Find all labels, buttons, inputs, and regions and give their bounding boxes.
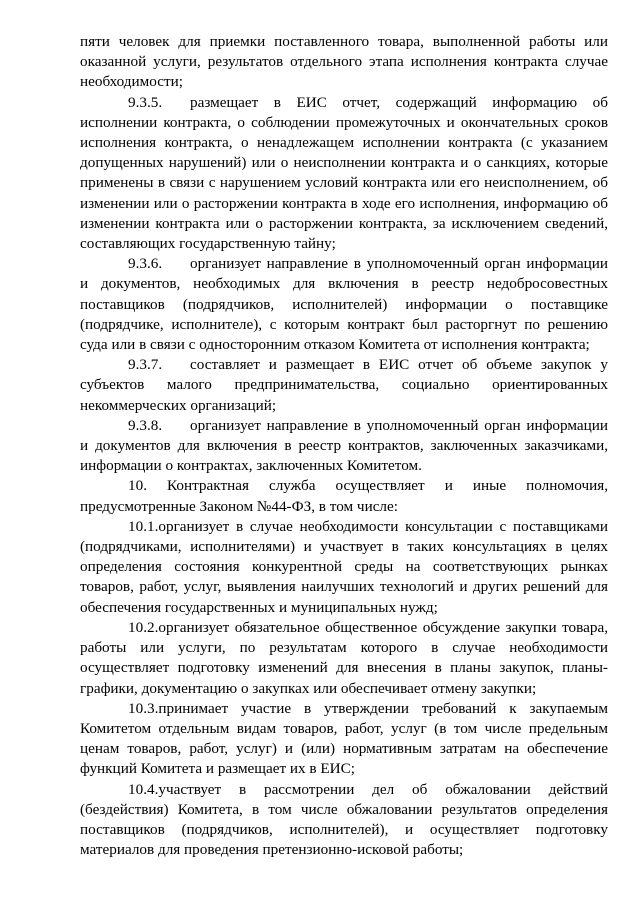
paragraph-text: 10.1.организует в случае необходимости консультации с поставщиками (подрядчиками, исполнителями) и участвует в таких консультациях в целях определения состояния конкурентной среды на соответствующих рынках товаров, работ, услуг, выявления наилучших технологий и других решений для обеспечения государственных и муниципальных нужд; (80, 517, 608, 616)
paragraph-text: организует направление в уполномоченный орган информации и документов для включения в реестр контрактов, заключенных заказчиками, информации о контрактах, заключенных Комитетом. (80, 416, 608, 475)
paragraph-9-3-5 (80, 93, 608, 255)
paragraph-text: пяти человек для приемки поставленного товара, выполненной работы или оказанной услуги, результатов отдельного этапа исполнения контракта случае необходимости; (80, 33, 608, 91)
paragraph-text: составляет и размещает в ЕИС отчет об объеме закупок у субъектов малого предпринимательства, социально ориентированных некоммерческих организаций; (80, 356, 608, 414)
paragraph-text: 10.3.принимает участие в утверждении требований к закупаемым Комитетом отдельным видам товаров, работ, услуг (в том числе предельным ценам товаров, работ, услуг) и (или) нормативным затратам на обеспечение функций Комитета и размещает их в ЕИС; (80, 699, 608, 778)
paragraph-10-3 (80, 699, 608, 780)
paragraph-number: 9.3.8. (128, 416, 163, 434)
paragraph-number: 9.3.7. (128, 356, 163, 374)
paragraph-text: 10.2.организует обязательное общественное обсуждение закупки товара, работы или услуги, по результатам которого в случае необходимости осуществляет подготовку изменений для внесения в планы закупок, планы-графики, документацию о закупках или обеспечивает отмену закупки; (80, 618, 608, 697)
paragraph-continuation (80, 32, 608, 93)
paragraph-9-3-6 (80, 254, 608, 355)
paragraph-10-4 (80, 780, 608, 861)
paragraph-number: 9.3.6. (128, 255, 163, 273)
paragraph-10 (80, 476, 608, 516)
paragraph-text: 10.4.участвует в рассмотрении дел об обжаловании действий (бездействия) Комитета, в том числе обжаловании результатов определения поставщиков (подрядчиков, исполнителей), и осуществляет подготовку материалов для проведения претензионно-исковой работы; (80, 780, 608, 859)
paragraph-9-3-8 (80, 416, 608, 477)
paragraph-9-3-7 (80, 355, 608, 416)
paragraph-10-2 (80, 618, 608, 699)
paragraph-number: 9.3.5. (128, 93, 163, 111)
paragraph-10-1 (80, 517, 608, 618)
paragraph-text: организует направление в уполномоченный орган информации и документов, необходимых для включения в реестр недобросовестных поставщиков (подрядчиков, исполнителей) информации о поставщике (подрядчике, исполнителе), с которым контракт был расторгнут по решению суда или в связи с односторонним отказом Комитета от исполнения контракта; (80, 255, 608, 354)
paragraph-text: 10. Контрактная служба осуществляет и иные полномочия, предусмотренные Законом №44-ФЗ, в том числе: (80, 477, 608, 515)
paragraph-text: размещает в ЕИС отчет, содержащий информацию об исполнении контракта, о соблюдении промежуточных и окончательных сроков исполнения контракта, о ненадлежащем исполнении контракта (с указанием допущенных нарушений) или о неисполнении контракта и о санкциях, которые применены в связи с нарушением условий контракта или его неисполнением, об изменении или о расторжении контракта в ходе его исполнения, информацию об изменении контракта или о расторжении контракта, за исключением сведений, составляющих государственную тайну; (80, 93, 608, 253)
